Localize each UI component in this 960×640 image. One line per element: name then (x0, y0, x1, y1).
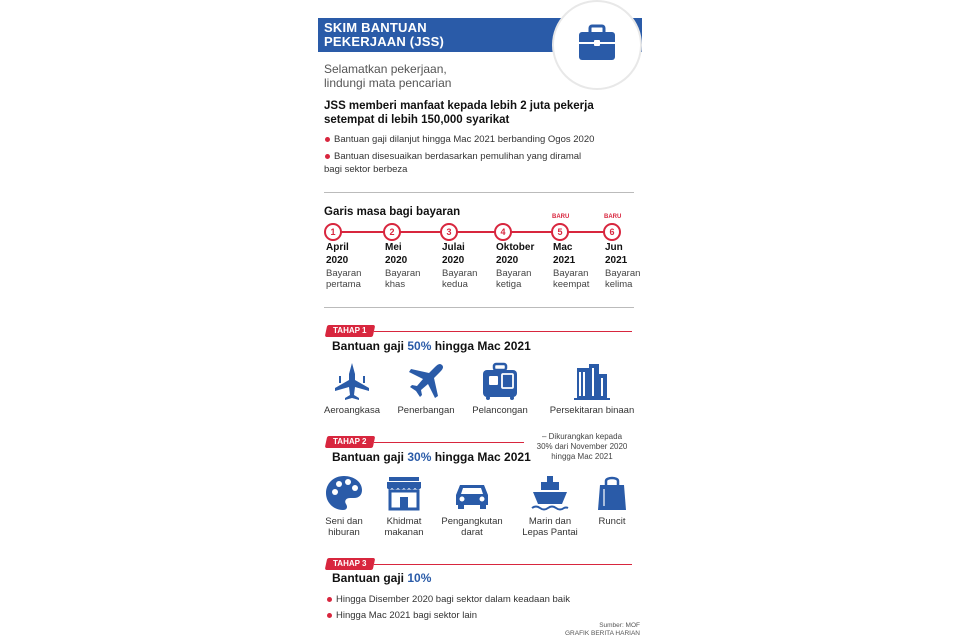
tahap-1-label: TAHAP 1 (333, 326, 367, 335)
timeline-desc: Bayaran (496, 268, 532, 279)
timeline-month: Oktober (496, 242, 535, 253)
tahap-1-note (532, 432, 632, 462)
briefcase-badge (554, 2, 640, 88)
timeline-number: 2 (383, 223, 401, 241)
tahap-3-line (374, 564, 632, 565)
palette-icon (324, 473, 364, 513)
divider (324, 307, 634, 308)
intro-bullet (324, 150, 634, 176)
ship-icon (530, 473, 570, 513)
header-title (324, 21, 444, 49)
sector-pelancongan (464, 360, 536, 416)
airplane-icon (405, 360, 447, 402)
sector-aeroangkasa (316, 360, 388, 416)
timeline-item (552, 214, 605, 290)
timeline-year: 2020 (496, 255, 519, 266)
timeline-number: 1 (324, 223, 342, 241)
timeline-item (496, 223, 548, 290)
sector-penerbangan (390, 360, 462, 416)
tahap-2-heading-prefix: Bantuan gaji (332, 450, 408, 464)
intro-bullet-line: Bantuan gaji dilanjut hingga Mac 2021 berbanding Ogos 2020 (334, 134, 595, 145)
sector-persekitaran-binaan (544, 360, 640, 416)
tahap-2-percent: 30% (407, 450, 432, 464)
timeline-year: 2021 (605, 255, 628, 266)
timeline-desc: Bayaran (442, 268, 478, 279)
sector-label: hiburan (328, 527, 360, 538)
sector-label: makanan (384, 527, 424, 538)
timeline-desc: Bayaran (553, 268, 589, 279)
sector-pengangkutan-darat (436, 473, 508, 538)
luggage-icon (479, 360, 521, 402)
sector-label: Pengangkutan (441, 516, 503, 527)
timeline-year: 2020 (442, 255, 465, 266)
timeline-item (385, 223, 437, 290)
tahap-2-heading (332, 450, 531, 464)
sector-label: Pelancongan (472, 405, 528, 416)
tahap-3-bullets (326, 593, 626, 625)
tahap-3-bullet: Hingga Mac 2021 bagi sektor lain (326, 609, 626, 622)
header-title-line1: SKIM BANTUAN (324, 20, 427, 35)
tahap-1-heading-prefix: Bantuan gaji (332, 339, 408, 353)
timeline-year: 2020 (326, 255, 349, 266)
header-title-line2: PEKERJAAN (JSS) (324, 34, 445, 49)
timeline-desc: kelima (605, 279, 633, 290)
sector-label: darat (461, 527, 483, 538)
sector-khidmat-makanan (368, 473, 440, 538)
lead-line2: setempat di lebih 150,000 syarikat (324, 114, 510, 126)
tahap-3-bullet: Hingga Disember 2020 bagi sektor dalam keadaan baik (326, 593, 626, 606)
timeline-month: Julai (442, 242, 465, 253)
jss-infographic (318, 16, 644, 636)
lead-text (324, 99, 624, 127)
tahap-3-label: TAHAP 3 (333, 559, 367, 568)
subtitle (324, 62, 451, 90)
tahap-1-line (374, 331, 632, 332)
source-line: Sumber: MOF (599, 622, 640, 629)
fighter-jet-icon (331, 360, 373, 402)
timeline-item (604, 214, 657, 290)
timeline-month: Mac (553, 242, 573, 253)
tahap-1-badge (325, 325, 376, 337)
timeline-desc: keempat (553, 279, 590, 290)
tahap-2-line (374, 442, 524, 443)
tahap-3-heading (332, 571, 431, 585)
timeline-desc: Bayaran (385, 268, 421, 279)
timeline-month: April (326, 242, 349, 253)
timeline-number: 5 (551, 223, 569, 241)
tahap-1-percent: 50% (407, 339, 432, 353)
tahap-3-heading-prefix: Bantuan gaji (332, 571, 408, 585)
timeline-number: 3 (440, 223, 458, 241)
source-line: GRAFIK BERITA HARIAN (564, 630, 640, 637)
timeline-year: 2021 (553, 255, 576, 266)
timeline-desc: ketiga (496, 279, 522, 290)
intro-bullet-line: bagi sektor berbeza (324, 164, 408, 175)
sector-runcit (576, 473, 648, 527)
timeline-number: 4 (494, 223, 512, 241)
timeline-year: 2020 (385, 255, 408, 266)
sector-label: Aeroangkasa (324, 405, 380, 416)
timeline-desc: pertama (326, 279, 361, 290)
storefront-icon (384, 473, 424, 513)
new-badge: BARU (552, 214, 570, 220)
note-line: 30% dari November 2020 (536, 442, 628, 451)
timeline-item (442, 223, 494, 290)
intro-bullet-line: Bantuan disesuaikan berdasarkan pemulihan yang diramal (334, 151, 582, 162)
intro-bullet (324, 133, 634, 146)
sector-label: Persekitaran binaan (549, 405, 635, 416)
timeline-desc: Bayaran (326, 268, 362, 279)
timeline-item (326, 223, 378, 290)
shopping-bag-icon (592, 473, 632, 513)
timeline-month: Jun (605, 242, 623, 253)
car-icon (452, 473, 492, 513)
tahap-2-badge (325, 436, 376, 448)
source-credit (565, 622, 640, 638)
timeline-title: Garis masa bagi bayaran (324, 206, 461, 218)
subtitle-line1: Selamatkan pekerjaan, (324, 62, 447, 76)
timeline-number: 6 (603, 223, 621, 241)
sector-label: Seni dan (325, 516, 363, 527)
intro-bullets (324, 133, 634, 180)
tahap-3-badge (325, 558, 376, 570)
note-line: hingga Mac 2021 (551, 452, 613, 461)
tahap-2-heading-suffix: hingga Mac 2021 (431, 450, 531, 464)
sector-label: Penerbangan (397, 405, 455, 416)
sector-label: Lepas Pantai (522, 527, 578, 538)
sector-label: Khidmat (386, 516, 422, 527)
tahap-1-heading-suffix: hingga Mac 2021 (431, 339, 531, 353)
timeline-month: Mei (385, 242, 402, 253)
tahap-1-heading (332, 339, 531, 353)
timeline-desc: khas (385, 279, 406, 290)
note-line: – Dikurangkan kepada (541, 432, 623, 441)
tahap-2-label: TAHAP 2 (333, 437, 367, 446)
buildings-icon (571, 360, 613, 402)
sector-label: Marin dan (528, 516, 572, 527)
timeline-desc: kedua (442, 279, 468, 290)
briefcase-icon (558, 6, 636, 84)
lead-line1: JSS memberi manfaat kepada lebih 2 juta pekerja (324, 100, 594, 112)
timeline-desc: Bayaran (605, 268, 641, 279)
divider (324, 192, 634, 193)
sector-label: Runcit (598, 516, 626, 527)
subtitle-line2: lindungi mata pencarian (324, 76, 452, 90)
new-badge: BARU (604, 214, 622, 220)
tahap-3-percent: 10% (407, 571, 432, 585)
